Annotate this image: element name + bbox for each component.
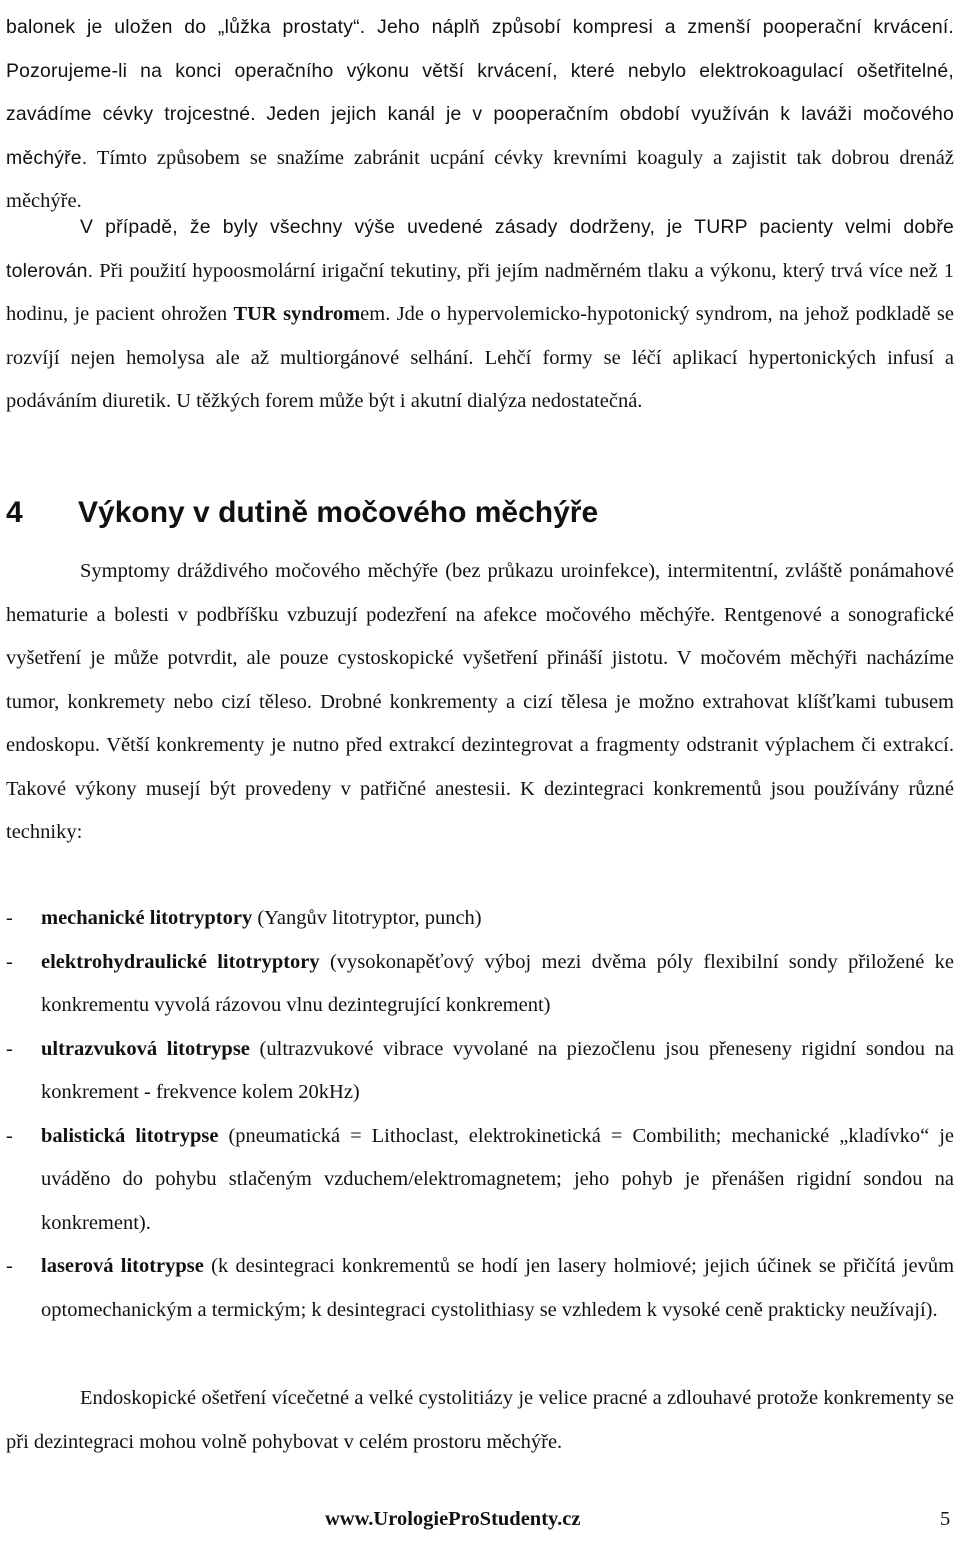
- intro-p2-text-c: Jde o hypervolemicko-hypotonický syndrom, na jehož podkladě se rozvíjí nejen hemolysa ale až multiorgánové selhání.: [6, 303, 955, 369]
- list-desc: (vysokonapěťový výboj mezi dvěma póly flexibilní sondy přiložené ke konkrementu vyvolá rázovou vlnu dezintegrující konkrement): [41, 950, 955, 1016]
- list-term: balistická litotrypse: [41, 1124, 219, 1147]
- intro-p2-text-d: Lehčí formy se léčí aplikací hypertonických infusí a podáváním diuretik. U těžkých forem může být i akutní dialýza nedostatečná.: [6, 346, 955, 412]
- tur-syndrome-suffix: em.: [360, 303, 391, 325]
- intro-text-b: Jeden jejich kanál je v pooperačním období využíván k laváži močového měchýře.: [6, 103, 955, 169]
- list-desc: (ultrazvukové vibrace vyvolané na piezočlenu jsou přeneseny rigidní sondou na konkrement - frekvence kolem 20kHz): [41, 1037, 955, 1103]
- section-paragraph-1: Symptomy dráždivého močového měchýře (bez průkazu uroinfekce), intermitentní, zvláště ponámahové hematurie a bolesti v podbříšku vzbuzují podezření na afekce močového měchýře. Rentgenové a sonografické vyšetření je může potvrdit, ale pouze cystoskopické vyšetření přináší jistotu. V močovém měchýři nacházíme tumor, konkremety nebo cizí těleso. Drobné konkrementy a cizí tělesa je možno extrahovat klíšťkami tubusem endoskopu. Větší konkrementy je nutno před extrakcí dezintegrovat a fragmenty odstranit výplachem či extrakcí. Takové výkony musejí být provedeny v patřičné anestesii. K dezintegraci konkrementů jsou používány různé techniky:: [6, 560, 954, 843]
- list-item: [6, 1115, 954, 1246]
- intro-text-a: balonek je uložen do „lůžka prostaty“. Jeho náplň způsobí kompresi a zmenší pooperační krvácení. Pozorujeme-li na konci operačního výkonu větší krvácení, které nebylo elektrokoagulací ošetřitelné, zavádíme cévky trojcestné.: [6, 16, 954, 125]
- section-heading: [6, 496, 598, 530]
- list-dash: -: [6, 1124, 13, 1147]
- list-item: [6, 1245, 954, 1332]
- page-number: 5: [940, 1508, 951, 1530]
- section-paragraph-2: Endoskopické ošetření vícečetné a velké cystolitiázy je velice pracné a zdlouhavé protože konkrementy se při dezintegraci mohou volně pohybovat v celém prostoru měchýře.: [6, 1387, 954, 1453]
- section-number: 4: [6, 496, 23, 529]
- list-dash: -: [6, 950, 13, 973]
- list-desc: (pneumatická = Lithoclast, elektrokinetická = Combilith; mechanické „kladívko“ je uváděno do pohybu stlačeným vzduchem/elektromagnetem; jeho pohyb je přenášen rigidní sondou na konkrement).: [41, 1124, 954, 1234]
- list-desc: (k desintegraci konkrementů se hodí jen lasery holmiové; jejich účinek se přičítá jevům optomechanickým a termickým; k desintegraci cystolithiasy se vzhledem k vysoké ceně prakticky neužívají).: [41, 1255, 955, 1321]
- list-dash: -: [6, 1037, 13, 1060]
- list-dash: -: [6, 1255, 13, 1277]
- list-dash: -: [6, 907, 13, 929]
- list-term: laserová litotrypse: [41, 1255, 204, 1277]
- intro-p2-text-b: Při použití hypoosmolární irigační tekutiny, při jejím nadměrném tlaku a výkonu, který trvá více než 1 hodinu, je pacient ohrožen: [6, 259, 955, 325]
- list-item: [6, 941, 954, 1028]
- intro-paragraph-2: [6, 206, 954, 424]
- list-item: [6, 897, 954, 941]
- list-term: mechanické litotryptory: [41, 907, 253, 929]
- footer-website-link[interactable]: www.UrologieProStudenty.cz: [325, 1508, 581, 1530]
- list-term: elektrohydraulické litotryptory: [41, 950, 320, 973]
- intro-paragraph-1: [6, 6, 954, 224]
- intro-p2-text-a: V případě, že byly všechny výše uvedené zásady dodrženy, je TURP pacienty velmi dobře tolerován.: [6, 216, 954, 282]
- tur-syndrome-term: TUR syndrom: [233, 303, 361, 325]
- list-item: [6, 1028, 954, 1115]
- intro-text-c: Tímto způsobem se snažíme zabránit ucpání cévky krevními koaguly a zajistit tak dobrou drenáž měchýře.: [6, 146, 954, 212]
- technique-list: [6, 897, 954, 1332]
- list-desc: (Yangův litotryptor, punch): [257, 907, 482, 929]
- list-term: ultrazvuková litotrypse: [41, 1037, 250, 1060]
- section-title: Výkony v dutině močového měchýře: [78, 496, 599, 529]
